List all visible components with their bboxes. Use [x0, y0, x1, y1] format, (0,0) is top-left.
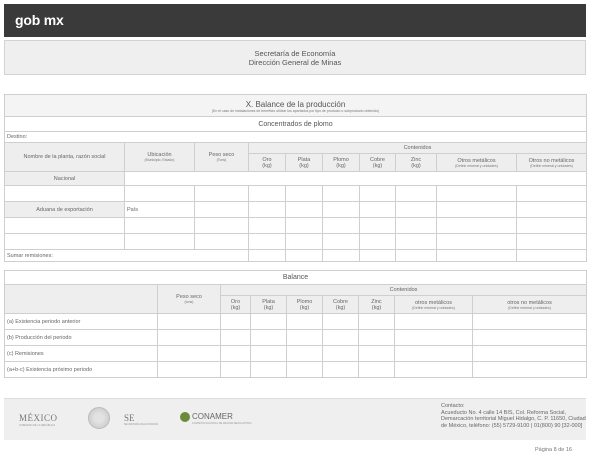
balance-row — [5, 330, 587, 346]
mexico-logo: MÉXICO GOBIERNO DE LA REPÚBLICA — [19, 413, 58, 427]
balance-row — [5, 346, 587, 362]
balance-row — [5, 362, 587, 378]
section-title-cell — [5, 95, 587, 117]
table-row — [5, 234, 587, 250]
aduana-label: Aduana de exportación — [5, 202, 125, 218]
concentrates-table — [4, 94, 587, 262]
metal-header-plomo: Plomo (kg) — [323, 154, 360, 172]
department-line-2: Dirección General de Minas — [248, 58, 342, 67]
plant-name-header: Nombre de la planta, razón social — [5, 143, 125, 172]
weight-header: Peso seco (Tons) — [195, 143, 249, 172]
other-nonmetallic-header: Otros no metálicos (Definir mineral y unidades) — [517, 154, 587, 172]
contact-body: Acueducto No. 4 calle 14 BIS, Col. Reforma Social, Demarcación territorial Miguel Hidalgo, C. P. 11650, Ciudad de México, teléfono: (55) 5729-9100 | 01(800) 90 [32-000] — [441, 409, 586, 429]
balance-blank-header — [5, 285, 158, 314]
gobmx-logo[interactable]: gob mx — [15, 12, 64, 28]
nacional-label: Nacional — [5, 172, 125, 186]
balance-row — [5, 314, 587, 330]
section-title: X. Balance de la producción — [245, 99, 346, 109]
nacional-input[interactable] — [125, 172, 587, 186]
department-line-1: Secretaría de Economía — [254, 49, 336, 58]
balance-row-label: (c) Remisiones — [5, 346, 158, 362]
balance-weight-unit: (tons) — [184, 300, 194, 304]
product-subtitle: Concentrados de plomo — [5, 117, 587, 132]
contact-block — [441, 403, 586, 429]
table-row — [5, 218, 587, 234]
location-header: Ubicación (Municipio, Estado) — [125, 143, 195, 172]
balance-other-metallic: otros metálicos (Definir mineral y unidades) — [395, 296, 473, 314]
balance-metal-cobre: Cobre (kg) — [323, 296, 359, 314]
pais-label: País — [125, 202, 195, 218]
other-metallic-header: Otros metálicos (Definir mineral y unidades) — [437, 154, 517, 172]
metal-header-zinc: Zinc (kg) — [396, 154, 437, 172]
page-number: Página 8 de 16 — [534, 447, 572, 453]
metal-header-plata: Plata (kg) — [286, 154, 323, 172]
balance-metal-oro: Oro (kg) — [221, 296, 251, 314]
balance-row-label: (b) Producción del periodo — [5, 330, 158, 346]
contact-title: Contacto: — [441, 403, 465, 409]
contents-header: Contenidos — [249, 143, 587, 154]
balance-weight-header: Peso seco (tons) — [158, 285, 221, 314]
location-note: (Municipio, Estado) — [144, 158, 175, 162]
balance-row-label: (a) Existencia periodo anterior — [5, 314, 158, 330]
national-seal-icon — [88, 407, 110, 429]
balance-metal-plomo: Plomo (kg) — [287, 296, 323, 314]
conamer-logo: CONAMER COMISIÓN NACIONAL DE MEJORA REGULATORIA — [180, 412, 252, 425]
conamer-mark-icon — [180, 412, 190, 422]
balance-contents-header: Contenidos — [221, 285, 587, 296]
destino-label: Destino: — [5, 132, 587, 143]
weight-unit: (Tons) — [216, 158, 227, 162]
balance-metal-zinc: Zinc (kg) — [359, 296, 395, 314]
footer — [4, 398, 586, 440]
balance-metal-plata: Plata (kg) — [251, 296, 287, 314]
balance-table — [4, 270, 587, 378]
metal-header-oro: Oro (kg) — [249, 154, 286, 172]
balance-title: Balance — [5, 271, 587, 285]
section-note: (En el caso de instalaciones de beneficio utilizar los apartados por tipo de producto o subproducto obtenido) — [211, 108, 380, 113]
table-row — [5, 186, 587, 202]
gobmx-header-bar — [4, 4, 586, 37]
balance-other-nonmetallic: otros no metálicos (Definir mineral y unidades) — [473, 296, 587, 314]
balance-row-label: (a+b-c) Existencia próximo periodo — [5, 362, 158, 378]
metal-header-cobre: Cobre (kg) — [360, 154, 396, 172]
se-logo: SE SECRETARÍA DE ECONOMÍA — [124, 413, 159, 426]
department-box — [4, 40, 586, 75]
sum-remissions-label: Sumar remisiones: — [5, 250, 249, 262]
